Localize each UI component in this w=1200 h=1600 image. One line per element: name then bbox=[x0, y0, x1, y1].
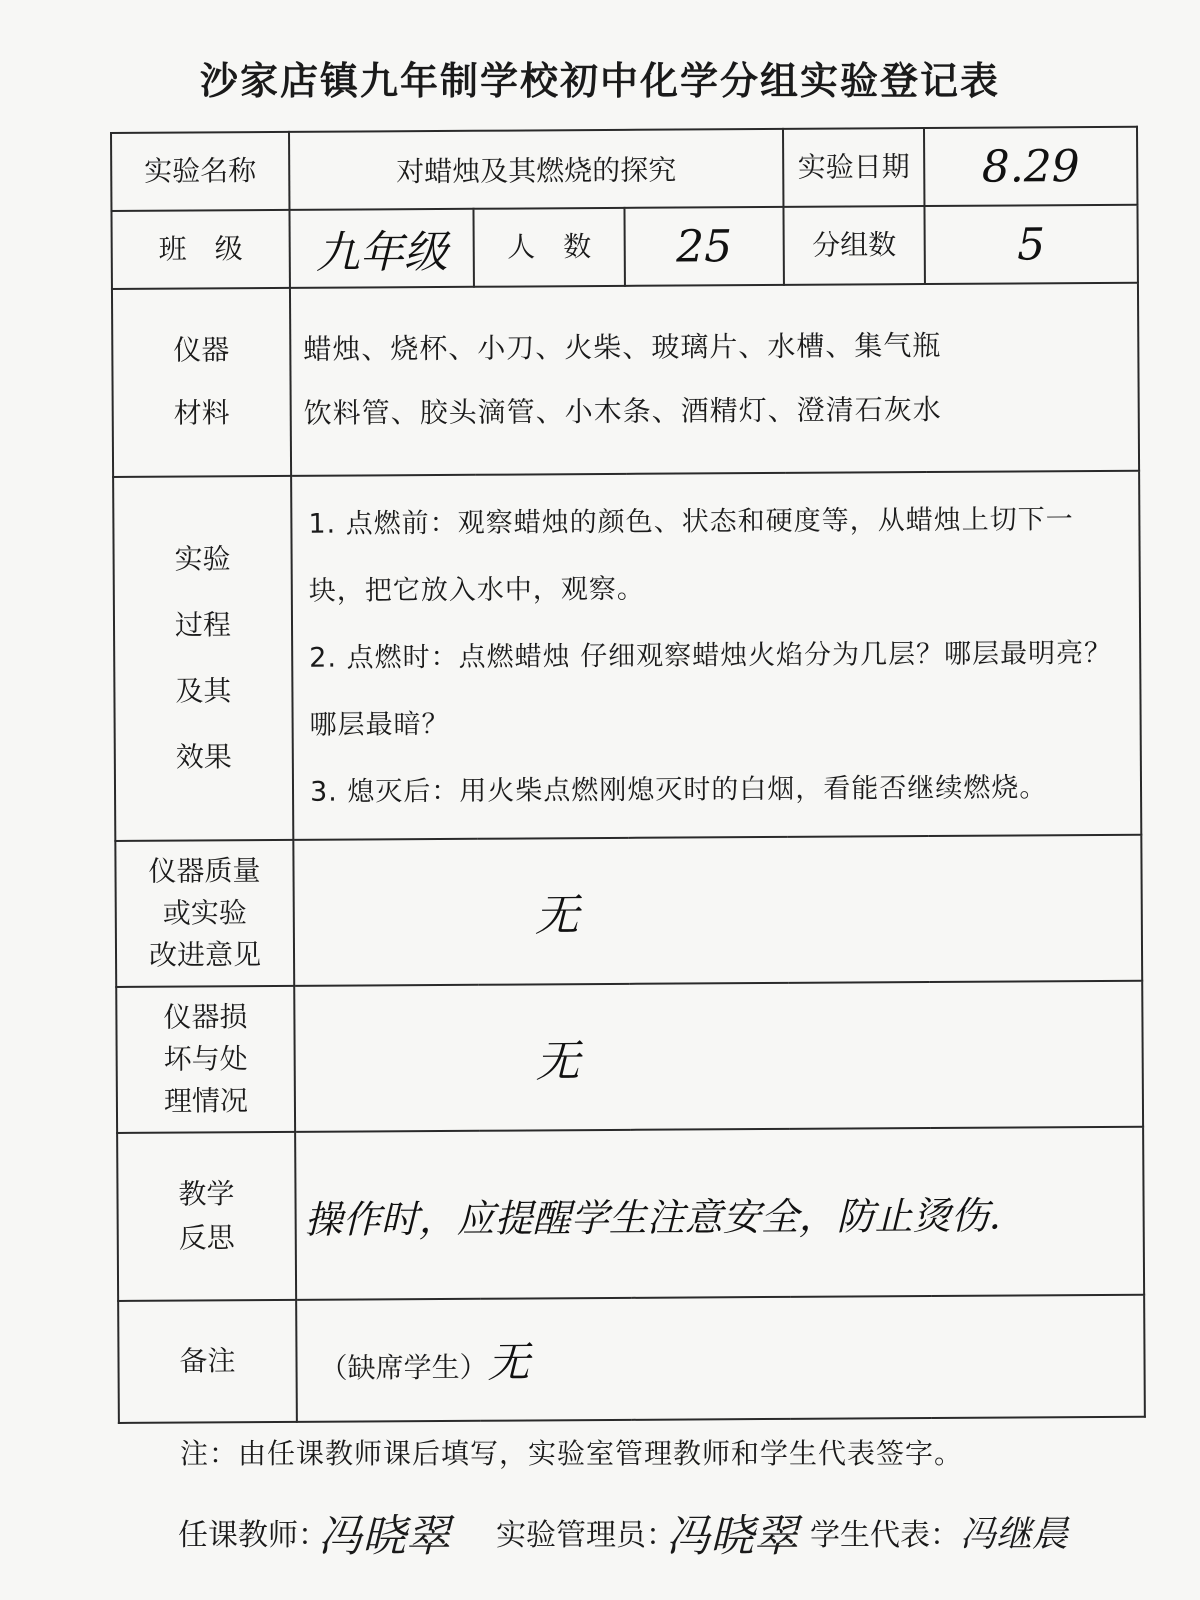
damage-label-line: 仪器损 bbox=[163, 1000, 248, 1034]
remark-value bbox=[296, 1295, 1145, 1422]
footer-note: 注：由任课教师课后填写，实验室管理教师和学生代表签字。 bbox=[180, 1437, 964, 1470]
materials-label-line2: 材料 bbox=[173, 396, 230, 430]
reflection-label-line: 教学 bbox=[178, 1177, 235, 1211]
quality-label-line: 或实验 bbox=[162, 896, 247, 930]
quality-label-line: 改进意见 bbox=[148, 938, 262, 972]
form-title: 沙家店镇九年制学校初中化学分组实验登记表 bbox=[199, 59, 1000, 103]
group-count-value: 5 bbox=[924, 205, 1137, 284]
teacher-signature-label: 任课教师： bbox=[178, 1518, 328, 1553]
signature-row bbox=[178, 1490, 1138, 1580]
quality-label-line: 仪器质量 bbox=[148, 854, 261, 888]
process-label-line: 过程 bbox=[174, 608, 232, 642]
materials-label bbox=[112, 288, 291, 477]
damage-label-line: 理情况 bbox=[163, 1084, 249, 1118]
damage-value: 无 bbox=[294, 981, 1143, 1132]
process-step: 1. 点燃前：观察蜡烛的颜色、状态和硬度等，从蜡烛上切下一块，把它放入水中，观察。 bbox=[308, 503, 1074, 607]
row-remark bbox=[118, 1295, 1145, 1423]
row-process bbox=[113, 471, 1141, 841]
experiment-form-table bbox=[110, 126, 1146, 1424]
materials-line-2: 饮料管、胶头滴管、小木条、酒精灯、澄清石灰水 bbox=[303, 392, 942, 430]
process-label-line: 及其 bbox=[175, 674, 232, 708]
reflection-label bbox=[117, 1132, 296, 1301]
experiment-date-label: 实验日期 bbox=[783, 128, 924, 207]
remark-label: 备注 bbox=[118, 1300, 297, 1423]
quality-label bbox=[115, 840, 294, 987]
damage-label-line: 坏与处 bbox=[163, 1042, 248, 1076]
process-label-line: 效果 bbox=[175, 740, 232, 774]
materials-line-1: 蜡烛、烧杯、小刀、火柴、玻璃片、水槽、集气瓶 bbox=[303, 328, 942, 366]
student-signature: 冯继晨 bbox=[960, 1514, 1069, 1555]
row-quality bbox=[115, 835, 1142, 987]
process-step: 3. 熄灭后：用火柴点燃刚熄灭时的白烟，看能否继续燃烧。 bbox=[309, 771, 1048, 808]
class-label: 班 级 bbox=[111, 210, 289, 289]
row-experiment-name bbox=[111, 127, 1137, 211]
reflection-label-line: 反思 bbox=[178, 1221, 235, 1255]
process-step: 2. 点燃时：点燃蜡烛 仔细观察蜡烛火焰分为几层？哪层最明亮？哪层最暗？ bbox=[309, 637, 1113, 741]
class-value: 九年级 bbox=[289, 209, 473, 288]
quality-value: 无 bbox=[293, 835, 1142, 986]
admin-signature: 冯晓翠 bbox=[666, 1511, 798, 1562]
row-reflection bbox=[117, 1127, 1144, 1301]
remark-handwritten: 无 bbox=[487, 1337, 530, 1387]
group-count-label: 分组数 bbox=[783, 206, 924, 285]
row-materials bbox=[112, 283, 1139, 477]
materials-label-line1: 仪器 bbox=[173, 333, 230, 367]
damage-label bbox=[116, 986, 295, 1133]
experiment-date-value: 8.29 bbox=[924, 127, 1137, 206]
experiment-name-value: 对蜡烛及其燃烧的探究 bbox=[289, 129, 783, 210]
row-damage bbox=[116, 981, 1143, 1133]
admin-signature-label: 实验管理员： bbox=[496, 1518, 676, 1553]
experiment-name-label: 实验名称 bbox=[111, 132, 289, 211]
process-label-line: 实验 bbox=[174, 542, 231, 576]
reflection-value: 操作时，应提醒学生注意安全，防止烫伤. bbox=[295, 1127, 1144, 1300]
process-steps bbox=[291, 471, 1141, 840]
student-count-value: 25 bbox=[624, 207, 783, 286]
materials-value bbox=[290, 283, 1139, 476]
remark-prefix: （缺席学生） bbox=[319, 1350, 488, 1385]
process-label bbox=[113, 476, 293, 841]
student-count-label: 人 数 bbox=[473, 208, 624, 287]
row-class-info bbox=[111, 205, 1137, 289]
student-signature-label: 学生代表： bbox=[810, 1518, 960, 1553]
teacher-signature: 冯晓翠 bbox=[318, 1511, 450, 1562]
